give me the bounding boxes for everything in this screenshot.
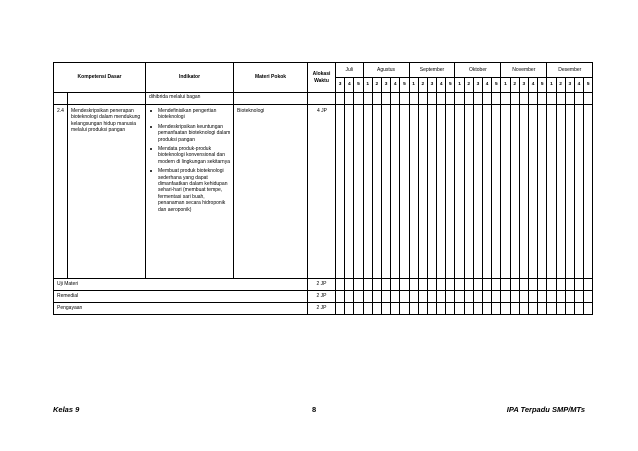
- week-cell: [400, 303, 409, 315]
- week-cell: [492, 303, 501, 315]
- week-cell: [354, 291, 363, 303]
- week-cell: [501, 93, 510, 105]
- week-number: 2: [464, 78, 473, 93]
- week-cell: [510, 93, 519, 105]
- week-number: 4: [574, 78, 583, 93]
- header-alokasi-line1: Alokasi: [312, 71, 331, 78]
- week-cell: [409, 105, 418, 279]
- week-cell: [372, 291, 381, 303]
- week-cell: [528, 105, 537, 279]
- week-cell: [510, 105, 519, 279]
- indikator-item: Mendeskripsikan keuntungan pemanfaatan bioteknologi dalam produksi pangan: [149, 124, 231, 143]
- summary-row: [54, 303, 593, 315]
- week-cell: [427, 105, 436, 279]
- week-number: 5: [400, 78, 409, 93]
- week-cell: [473, 93, 482, 105]
- week-cell: [400, 279, 409, 291]
- week-cell: [391, 291, 400, 303]
- week-cell: [538, 279, 547, 291]
- month-header-september: September: [409, 63, 455, 78]
- month-header-desember: Desember: [547, 63, 593, 78]
- week-cell: [372, 93, 381, 105]
- week-cell: [391, 93, 400, 105]
- header-alokasi-line2: Waktu: [314, 77, 329, 84]
- week-cell: [483, 279, 492, 291]
- week-number: 4: [437, 78, 446, 93]
- week-cell: [528, 279, 537, 291]
- week-cell: [464, 93, 473, 105]
- week-number: 3: [519, 78, 528, 93]
- week-number: 1: [363, 78, 372, 93]
- week-cell: [483, 291, 492, 303]
- kd-text: Mendeskripsikan penerapan bioteknologi dalam mendukung kelangsungan hidup manusia melalui produksi pangan: [68, 105, 146, 279]
- week-cell: [391, 279, 400, 291]
- summary-row: [54, 279, 593, 291]
- week-cell: [427, 291, 436, 303]
- week-cell: [547, 291, 556, 303]
- week-number: 4: [345, 78, 354, 93]
- week-number: 2: [418, 78, 427, 93]
- week-cell: [437, 279, 446, 291]
- footer-class-label: Kelas 9: [53, 405, 80, 414]
- week-number: 5: [584, 78, 593, 93]
- week-cell: [519, 279, 528, 291]
- week-cell: [556, 105, 565, 279]
- week-cell: [446, 105, 455, 279]
- indikator-list: [149, 108, 231, 213]
- week-cell: [556, 291, 565, 303]
- week-cell: [565, 291, 574, 303]
- week-cell: [519, 93, 528, 105]
- week-cell: [418, 279, 427, 291]
- week-cell: [538, 303, 547, 315]
- week-cell: [528, 93, 537, 105]
- week-cell: [584, 291, 593, 303]
- header-kompetensi-dasar: Kompetensi Dasar: [54, 63, 146, 93]
- week-cell: [473, 105, 482, 279]
- indikator-cell: [146, 105, 234, 279]
- cont-empty-3: [234, 93, 308, 105]
- week-cell: [391, 303, 400, 315]
- week-cell: [565, 105, 574, 279]
- week-cell: [538, 93, 547, 105]
- week-cell: [409, 291, 418, 303]
- week-cell: [574, 105, 583, 279]
- week-cell: [547, 93, 556, 105]
- week-cell: [483, 105, 492, 279]
- week-cell: [446, 291, 455, 303]
- week-cell: [455, 291, 464, 303]
- week-cell: [381, 303, 390, 315]
- week-cell: [584, 93, 593, 105]
- week-cell: [363, 105, 372, 279]
- week-number: 3: [427, 78, 436, 93]
- kd-number: 2.4: [54, 105, 68, 279]
- cont-empty-1: [54, 93, 68, 105]
- week-cell: [510, 291, 519, 303]
- week-cell: [574, 291, 583, 303]
- indikator-item: Mendefinisikan pengertian bioteknologi: [149, 108, 231, 121]
- week-cell: [455, 303, 464, 315]
- syllabus-table: [53, 62, 593, 315]
- week-cell: [455, 279, 464, 291]
- month-header-agustus: Agustus: [363, 63, 409, 78]
- summary-label: Uji Materi: [54, 279, 308, 291]
- week-cell: [501, 303, 510, 315]
- week-cell: [345, 291, 354, 303]
- week-cell: [400, 93, 409, 105]
- week-cell: [492, 291, 501, 303]
- week-number: 3: [336, 78, 345, 93]
- week-cell: [473, 291, 482, 303]
- summary-jp: 2 JP: [308, 279, 336, 291]
- week-number: 1: [409, 78, 418, 93]
- week-number: 1: [547, 78, 556, 93]
- week-cell: [584, 279, 593, 291]
- week-cell: [418, 291, 427, 303]
- week-number: 2: [556, 78, 565, 93]
- week-cell: [464, 105, 473, 279]
- week-cell: [400, 291, 409, 303]
- header-materi-pokok: Materi Pokok: [234, 63, 308, 93]
- week-number: 1: [455, 78, 464, 93]
- week-cell: [519, 105, 528, 279]
- continuation-text: dihibrida melalui bagan: [146, 93, 234, 105]
- week-cell: [483, 303, 492, 315]
- week-number: 1: [501, 78, 510, 93]
- week-cell: [556, 279, 565, 291]
- week-cell: [446, 303, 455, 315]
- week-cell: [381, 279, 390, 291]
- week-cell: [418, 303, 427, 315]
- summary-row: [54, 291, 593, 303]
- week-cell: [409, 279, 418, 291]
- week-cell: [345, 105, 354, 279]
- week-cell: [473, 303, 482, 315]
- week-cell: [538, 291, 547, 303]
- week-cell: [574, 279, 583, 291]
- indikator-item: Mendata produk-produk bioteknologi konvensional dan modern di lingkungan sekitarnya: [149, 146, 231, 165]
- week-cell: [336, 303, 345, 315]
- week-cell: [492, 279, 501, 291]
- week-cell: [584, 105, 593, 279]
- week-cell: [501, 105, 510, 279]
- summary-label: Remedial: [54, 291, 308, 303]
- week-cell: [510, 303, 519, 315]
- week-cell: [427, 303, 436, 315]
- week-cell: [437, 93, 446, 105]
- week-cell: [363, 303, 372, 315]
- week-cell: [336, 279, 345, 291]
- week-cell: [574, 303, 583, 315]
- week-cell: [400, 105, 409, 279]
- week-cell: [446, 93, 455, 105]
- week-cell: [492, 93, 501, 105]
- week-number: 2: [372, 78, 381, 93]
- week-cell: [354, 93, 363, 105]
- summary-jp: 2 JP: [308, 291, 336, 303]
- week-cell: [409, 303, 418, 315]
- week-cell: [455, 93, 464, 105]
- week-cell: [473, 279, 482, 291]
- week-cell: [528, 303, 537, 315]
- week-cell: [354, 303, 363, 315]
- alokasi-waktu: 4 JP: [308, 105, 336, 279]
- week-number: 3: [565, 78, 574, 93]
- header-indikator: Indikator: [146, 63, 234, 93]
- week-cell: [437, 303, 446, 315]
- header-alokasi-waktu: [308, 63, 336, 93]
- week-cell: [418, 105, 427, 279]
- week-cell: [574, 93, 583, 105]
- week-cell: [556, 303, 565, 315]
- week-cell: [363, 93, 372, 105]
- week-cell: [363, 279, 372, 291]
- week-cell: [372, 303, 381, 315]
- week-cell: [483, 93, 492, 105]
- indikator-item: Membuat produk bioteknologi sederhana yang dapat dimanfaatkan dalam kehidupan sehari-hari (membuat tempe, fermentasi sari buah, penanaman secara hidroponik dan aeroponik): [149, 168, 231, 213]
- week-cell: [336, 105, 345, 279]
- week-cell: [556, 93, 565, 105]
- cont-empty-2: [68, 93, 146, 105]
- week-cell: [409, 93, 418, 105]
- week-cell: [565, 93, 574, 105]
- week-cell: [547, 105, 556, 279]
- week-cell: [391, 105, 400, 279]
- week-cell: [336, 93, 345, 105]
- week-cell: [519, 303, 528, 315]
- week-number: 5: [492, 78, 501, 93]
- week-cell: [584, 303, 593, 315]
- week-number: 4: [483, 78, 492, 93]
- week-cell: [464, 303, 473, 315]
- week-cell: [565, 279, 574, 291]
- week-cell: [354, 105, 363, 279]
- materi-pokok: Bioteknologi: [234, 105, 308, 279]
- week-cell: [345, 279, 354, 291]
- week-cell: [354, 279, 363, 291]
- summary-label: Pengayaan: [54, 303, 308, 315]
- month-header-november: November: [501, 63, 547, 78]
- week-cell: [464, 279, 473, 291]
- week-number: 5: [446, 78, 455, 93]
- week-cell: [363, 291, 372, 303]
- month-header-juli: Juli: [336, 63, 364, 78]
- month-header-oktober: Oktober: [455, 63, 501, 78]
- cont-empty-4: [308, 93, 336, 105]
- week-cell: [427, 93, 436, 105]
- week-cell: [381, 105, 390, 279]
- week-cell: [427, 279, 436, 291]
- week-number: 4: [391, 78, 400, 93]
- week-cell: [372, 105, 381, 279]
- footer-subject-label: IPA Terpadu SMP/MTs: [506, 405, 585, 414]
- week-cell: [464, 291, 473, 303]
- week-cell: [528, 291, 537, 303]
- week-cell: [437, 105, 446, 279]
- week-cell: [455, 105, 464, 279]
- week-cell: [418, 93, 427, 105]
- week-cell: [437, 291, 446, 303]
- week-cell: [565, 303, 574, 315]
- week-number: 3: [473, 78, 482, 93]
- week-cell: [501, 279, 510, 291]
- week-cell: [510, 279, 519, 291]
- week-cell: [547, 279, 556, 291]
- week-cell: [345, 303, 354, 315]
- week-cell: [381, 93, 390, 105]
- week-number: 4: [528, 78, 537, 93]
- week-cell: [519, 291, 528, 303]
- week-cell: [547, 303, 556, 315]
- week-cell: [501, 291, 510, 303]
- footer-page-number: 8: [312, 405, 317, 414]
- week-cell: [336, 291, 345, 303]
- week-cell: [492, 105, 501, 279]
- week-cell: [345, 93, 354, 105]
- week-number: 3: [381, 78, 390, 93]
- week-number: 5: [354, 78, 363, 93]
- week-cell: [372, 279, 381, 291]
- week-cell: [446, 279, 455, 291]
- week-number: 5: [538, 78, 547, 93]
- summary-jp: 2 JP: [308, 303, 336, 315]
- week-cell: [381, 291, 390, 303]
- week-number: 2: [510, 78, 519, 93]
- week-cell: [538, 105, 547, 279]
